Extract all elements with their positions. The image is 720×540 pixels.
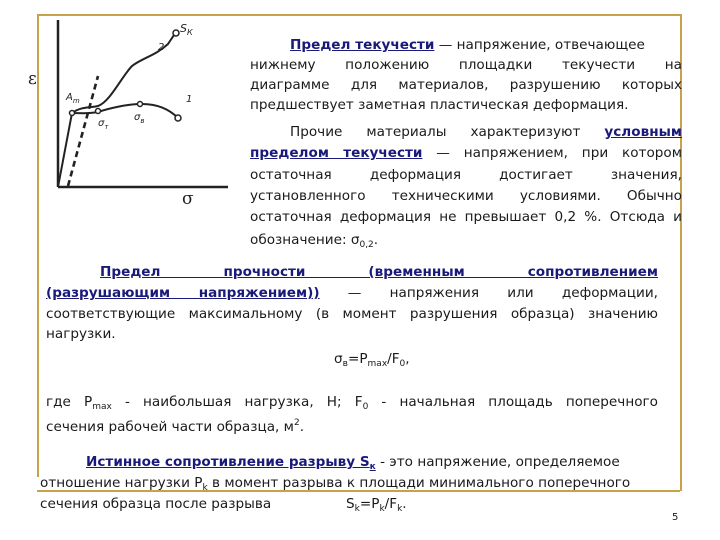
ultimate-point — [138, 102, 143, 107]
sk-label: $S_К$ — [180, 22, 193, 37]
true-stress-line3: сечения образца после разрыва — [40, 496, 272, 512]
breaking-stress-term: (разрушающим напряжением)) — [46, 285, 320, 301]
conventional-yield-line4: установленного техническими условиями. Обычно — [250, 188, 682, 204]
ultimate-strength-line1: Предел прочности (временным сопротивлением — [100, 264, 658, 280]
ultimate-strength-formula: $\sigma_в=P_{max}/F_0$, — [334, 351, 410, 369]
conventional-yield-line6: обозначение: $\sigma_{0,2}$. — [250, 232, 379, 250]
stress-strain-diagram — [10, 18, 240, 238]
page-number: 5 — [672, 512, 679, 523]
conventional-yield-line2: пределом текучести — напряжением, при котором — [250, 145, 682, 161]
true-stress-line1: Истинное сопротивление разрыву $S_к$ - это напряжение, определяемое — [86, 454, 620, 472]
ultimate-strength-line2: (разрушающим напряжением)) — напряжения или деформации, — [46, 285, 658, 301]
conventional-yield-line1: Прочие материалы характеризуют условным — [290, 124, 683, 140]
curve-1-end-point — [175, 115, 181, 121]
yield-strength-term: Предел текучести — [290, 37, 435, 53]
true-stress-term: Истинное сопротивление разрыву S — [86, 454, 370, 470]
curve-1-label: 1 — [186, 94, 193, 105]
conventional-yield-line5: остаточная деформация не превышает 0,2 %. Отсюда и — [250, 209, 682, 225]
formula-explanation-line1: где $P_{max}$ - наибольшая нагрузка, Н; $F_0$ - начальная площадь поперечного — [46, 394, 658, 412]
true-stress-formula: $S_k=P_k/F_k$. — [346, 496, 407, 514]
yield-definition-line1: Предел текучести — напряжение, отвечающее — [290, 37, 645, 53]
sigma-t-label: $\sigma_т$ — [98, 118, 109, 131]
conventional-yield-line3: остаточная деформация достигает значения, — [250, 167, 682, 183]
yield-definition-line4: предшествует заметная пластическая деформация. — [250, 97, 629, 113]
curve-2-end-point — [173, 30, 179, 36]
x-axis-label: σ — [182, 189, 194, 209]
yield-definition-line2: нижнему положению площадки текучести на — [250, 57, 682, 73]
conventional-term: условным — [604, 124, 683, 140]
yield-definition-line3: диаграмме для материалов, разрушению которых — [250, 77, 682, 93]
sigma-v-label: $\sigma_в$ — [134, 112, 145, 125]
y-axis-label: ε — [28, 69, 37, 89]
ultimate-strength-line3: соответствующие максимальному (в момент разрушения образца) значению — [46, 306, 658, 322]
ultimate-strength-line4: нагрузки. — [46, 326, 116, 342]
conventional-yield-term: пределом текучести — [250, 145, 423, 161]
am-label: $A_m$ — [66, 92, 80, 105]
slide-border-top — [37, 14, 680, 16]
yield-point — [96, 109, 101, 114]
formula-explanation-line2: сечения рабочей части образца, $м^2$. — [46, 418, 305, 435]
proportional-point — [70, 111, 75, 116]
curve-2 — [58, 32, 176, 187]
curve-2-label: 2 — [158, 42, 165, 53]
true-stress-line2: отношение нагрузки $P_k$ в момент разрыва к площади минимального поперечного — [40, 475, 631, 493]
